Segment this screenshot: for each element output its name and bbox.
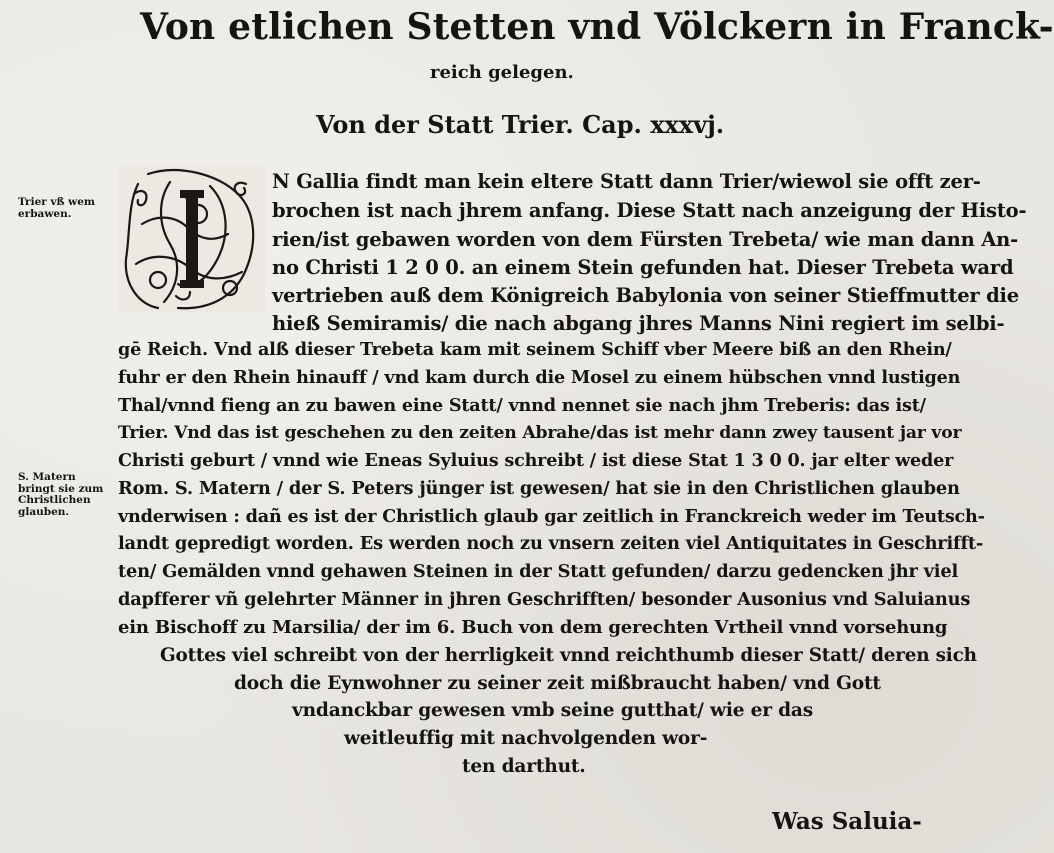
- catchword: Was Saluia-: [772, 808, 922, 835]
- body-line: brochen ist nach jhrem anfang. Diese Statt nach anzeigung der Histo-: [272, 199, 1027, 222]
- body-line: Gottes viel schreibt von der herrligkeit vnnd reichthumb dieser Statt/ deren sich: [160, 645, 977, 666]
- body-line: N Gallia findt man kein eltere Statt dann Trier/wiewol sie offt zer-: [272, 170, 981, 193]
- body-line: fuhr er den Rhein hinauff / vnd kam durch die Mosel zu einem hübschen vnnd lustigen: [118, 367, 961, 388]
- body-line: ten/ Gemälden vnnd gehawen Steinen in der Statt gefunden/ darzu gedencken jhr viel: [118, 561, 959, 582]
- body-line: no Christi 1 2 0 0. an einem Stein gefunden hat. Dieser Trebeta ward: [272, 256, 1014, 279]
- body-line: Rom. S. Matern / der S. Peters jünger ist gewesen/ hat sie in den Christlichen glauben: [118, 478, 960, 499]
- margin-note-line: erbawen.: [18, 207, 72, 220]
- body-line: Thal/vnnd fieng an zu bawen eine Statt/ vnnd nennet sie nach jhm Treberis: das ist/: [118, 395, 926, 416]
- margin-note-line: S. Matern: [18, 471, 76, 483]
- body-line: hieß Semiramis/ die nach abgang jhres Manns Nini regiert im selbi-: [272, 312, 1005, 335]
- decorated-initial-letter: [118, 164, 266, 314]
- body-line: weitleuffig mit nachvolgenden wor-: [344, 728, 708, 749]
- margin-note-line: Christlichen: [18, 494, 91, 506]
- body-line: rien/ist gebawen worden von dem Fürsten Trebeta/ wie man dann An-: [272, 228, 1018, 251]
- initial-letter-text: I: [118, 164, 119, 165]
- body-line: landt gepredigt worden. Es werden noch zu vnsern zeiten viel Antiquitates in Geschrifft-: [118, 533, 984, 554]
- body-line: vnderwisen : dañ es ist der Christlich glaub gar zeitlich in Franckreich weder im Teutsch-: [118, 506, 985, 527]
- body-line: vndanckbar gewesen vmb seine gutthat/ wie er das: [292, 700, 814, 721]
- heading-line-1: Von etlichen Stetten vnd Völckern in Franck-: [140, 6, 1054, 48]
- body-line: Christi geburt / vnnd wie Eneas Syluius schreibt / ist diese Stat 1 3 0 0. jar elter weder: [118, 450, 954, 471]
- margin-note-line: bringt sie zum: [18, 482, 104, 495]
- body-line: ten darthut.: [462, 756, 586, 777]
- chapter-heading: Von der Statt Trier. Cap. xxxvj.: [316, 110, 725, 139]
- margin-note-matern: [18, 472, 103, 518]
- margin-note-line: Trier vß wem: [18, 196, 96, 208]
- body-line: dapfferer vñ gelehrter Männer in jhren Geschrifften/ besonder Ausonius vnd Saluianus: [118, 589, 971, 610]
- body-line: vertrieben auß dem Königreich Babylonia von seiner Stieffmutter die: [272, 284, 1019, 307]
- body-line: doch die Eynwohner zu seiner zeit mißbraucht haben/ vnd Gott: [234, 673, 881, 694]
- heading-line-2: reich gelegen.: [430, 62, 574, 83]
- body-line: Trier. Vnd das ist geschehen zu den zeiten Abrahe/das ist mehr dann zwey tausent jar vor: [118, 423, 962, 443]
- margin-note-line: glauben.: [18, 505, 70, 518]
- ornamental-initial-icon: [118, 164, 266, 314]
- body-line: ein Bischoff zu Marsilia/ der im 6. Buch von dem gerechten Vrtheil vnnd vorsehung: [118, 617, 948, 638]
- margin-note-trier: [18, 197, 95, 220]
- body-line: gē Reich. Vnd alß dieser Trebeta kam mit seinem Schiff vber Meere biß an den Rhein/: [118, 339, 952, 360]
